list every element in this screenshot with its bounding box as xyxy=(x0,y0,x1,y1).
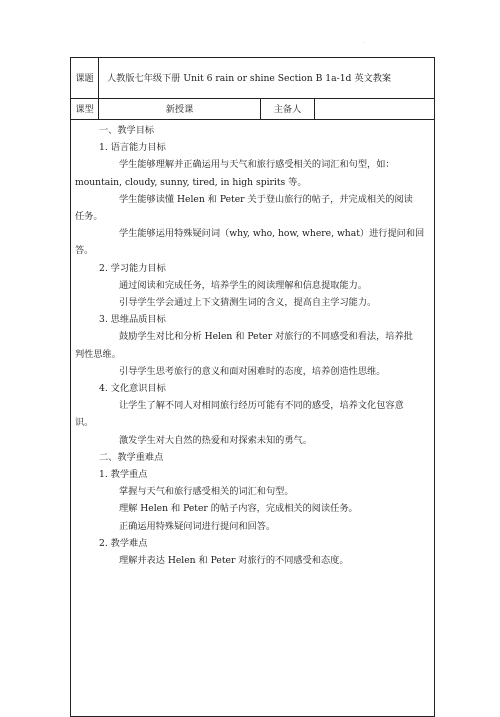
type-row xyxy=(71,99,435,120)
paragraph-line: 识。 xyxy=(75,417,94,429)
section-heading-key-points: 二、教学重难点 xyxy=(99,451,164,463)
title-value: 人教版七年级下册 Unit 6 rain or shine Section B 1a-1d 英文教案 xyxy=(99,58,435,99)
paragraph-line: 理解 Helen 和 Peter 的帖子内容，完成相关的阅读任务。 xyxy=(119,503,358,515)
subheading-focus: 1. 教学重点 xyxy=(99,469,148,481)
paragraph-line: 正确运用特殊疑问词进行提问和回答。 xyxy=(119,520,276,532)
type-value: 新授课 xyxy=(99,99,261,120)
subheading-learning: 2. 学习能力目标 xyxy=(99,262,166,274)
type-label: 课型 xyxy=(71,99,99,120)
subheading-culture: 4. 文化意识目标 xyxy=(99,383,166,395)
paragraph-line: 理解并表达 Helen 和 Peter 对旅行的不同感受和态度。 xyxy=(119,555,349,567)
paragraph-line: 任务。 xyxy=(75,211,103,223)
corner-mark: · xyxy=(364,40,366,46)
title-row xyxy=(71,58,435,99)
author-label: 主备人 xyxy=(261,99,315,120)
subheading-thinking: 3. 思维品质目标 xyxy=(99,314,166,326)
paragraph-line: 引导学生思考旅行的意义和面对困难时的态度，培养创造性思维。 xyxy=(119,365,386,377)
paragraph-line: 学生能够运用特殊疑问词（why, who, how, where, what）进行提问和回 xyxy=(119,228,425,240)
paragraph-line: 答。 xyxy=(75,245,94,257)
paragraph-line: 通过阅读和完成任务，培养学生的阅读理解和信息提取能力。 xyxy=(119,279,368,291)
section-heading-objectives: 一、教学目标 xyxy=(99,125,155,136)
paragraph-line: 引导学生学会通过上下文猜测生词的含义，提高自主学习能力。 xyxy=(119,297,377,309)
paragraph-line: 让学生了解不同人对相同旅行经历可能有不同的感受，培养文化包容意 xyxy=(119,400,404,412)
paragraph-line: 鼓励学生对比和分析 Helen 和 Peter 对旅行的不同感受和看法，培养批 xyxy=(119,331,413,343)
title-label: 课题 xyxy=(71,58,99,99)
subheading-difficulty: 2. 教学难点 xyxy=(99,537,148,549)
paragraph-line: 激发学生对大自然的热爱和对探索未知的勇气。 xyxy=(119,434,312,446)
subheading-language: 1. 语言能力目标 xyxy=(99,142,166,154)
paragraph-line: 掌握与天气和旅行感受相关的词汇和句型。 xyxy=(119,486,294,498)
body-row xyxy=(71,120,435,717)
paragraph-line: 学生能够理解并正确运用与天气和旅行感受相关的词汇和句型，如： xyxy=(119,159,395,171)
plan-body xyxy=(71,120,435,717)
paragraph-line: 判性思维。 xyxy=(75,348,121,360)
paragraph-line: 学生能够读懂 Helen 和 Peter 关于登山旅行的帖子，并完成相关的阅读 xyxy=(119,193,413,205)
author-value xyxy=(315,99,435,120)
lesson-plan-table xyxy=(70,57,435,717)
paragraph-line: mountain, cloudy, sunny, tired, in high spirits 等。 xyxy=(75,176,307,188)
